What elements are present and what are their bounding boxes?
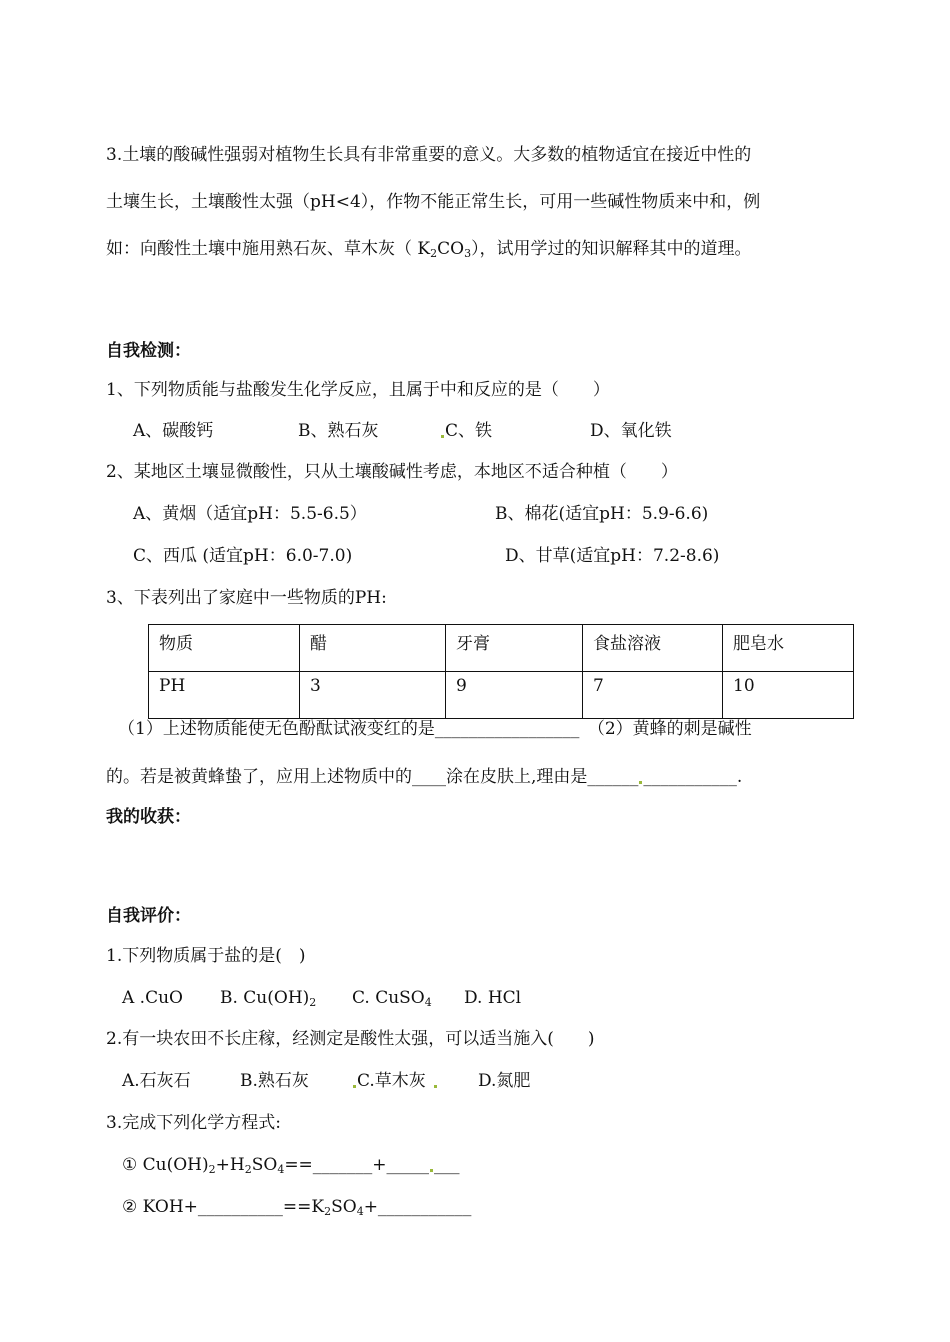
q3-intro-line1: 3.土壤的酸碱性强弱对植物生长具有非常重要的意义。大多数的植物适宜在接近中性的 (106, 145, 752, 165)
self-check-q3: 3、下表列出了家庭中一些物质的PH: (106, 588, 387, 608)
eval-q1-option-a: A .CuO (122, 988, 183, 1008)
q1-option-b: B、熟石灰 (298, 421, 379, 441)
subscript: 2 (208, 1163, 216, 1176)
self-eval-heading: 自我评价： (106, 906, 191, 926)
text: +H (215, 1155, 245, 1175)
subscript: 4 (277, 1163, 285, 1176)
subscript: 2 (309, 996, 317, 1009)
text: ），试用学过的知识解释其中的道理。 (471, 239, 752, 259)
subscript: 3 (464, 247, 472, 260)
text: ① Cu(OH) (122, 1155, 209, 1175)
table-cell: 7 (583, 672, 723, 719)
text: CO (437, 239, 465, 259)
mark-dot (639, 781, 642, 784)
eval-q1-option-d: D. HCl (464, 988, 522, 1008)
table-cell: 物质 (149, 625, 300, 672)
table-cell: 3 (300, 672, 446, 719)
mark-dot (430, 1169, 433, 1172)
subscript: 2 (324, 1205, 332, 1218)
text: ② KOH+__________==K (122, 1197, 325, 1217)
subscript: 4 (356, 1205, 364, 1218)
harvest-heading: 我的收获： (106, 807, 191, 827)
table-cell: 9 (446, 672, 583, 719)
q2-option-c: C、西瓜 (适宜pH：6.0-7.0) (133, 546, 353, 566)
mark-dot (441, 435, 444, 438)
self-eval-q1: 1.下列物质属于盐的是( ) (106, 946, 306, 966)
q2-option-d: D、甘草(适宜pH：7.2-8.6) (505, 546, 720, 566)
equation-1 (122, 1154, 460, 1181)
table-cell: 肥皂水 (723, 625, 854, 672)
text: 如：向酸性土壤中施用熟石灰、草木灰（ K (106, 239, 431, 259)
text: ___ (434, 1155, 460, 1175)
subscript: 4 (424, 996, 432, 1009)
eval-q1-option-c (352, 987, 432, 1014)
mark-dot (353, 1085, 356, 1088)
q3-intro-line3 (106, 238, 752, 265)
text: SO (331, 1197, 357, 1217)
table-cell: 食盐溶液 (583, 625, 723, 672)
text: 的。若是被黄蜂蛰了，应用上述物质中的____涂在皮肤上,理由是______ (106, 767, 639, 787)
text: C、铁 (445, 421, 493, 441)
table-header-row (149, 625, 854, 672)
subscript: 2 (244, 1163, 252, 1176)
q3-part2 (106, 766, 742, 788)
text: +___________ (363, 1197, 472, 1217)
eval-q2-option-a: A.石灰石 (122, 1071, 191, 1091)
q2-option-a: A、黄烟（适宜pH：5.5-6.5） (133, 504, 367, 524)
self-check-q2: 2、某地区土壤显微酸性，只从土壤酸碱性考虑，本地区不适合种植（ ） (106, 462, 678, 482)
table-cell: PH (149, 672, 300, 719)
self-eval-q3: 3.完成下列化学方程式: (106, 1113, 281, 1133)
q1-option-a: A、碳酸钙 (133, 421, 214, 441)
eval-q2-option-d: D.氮肥 (478, 1071, 531, 1091)
eval-q2-option-c (352, 1070, 438, 1092)
self-check-q1: 1、下列物质能与盐酸发生化学反应，且属于中和反应的是（ ） (106, 380, 610, 400)
self-check-heading: 自我检测： (106, 341, 191, 361)
mark-dot (434, 1085, 437, 1088)
subscript: 2 (430, 247, 438, 260)
table-cell: 10 (723, 672, 854, 719)
table-cell: 牙膏 (446, 625, 583, 672)
equation-2 (122, 1196, 471, 1223)
eval-q1-option-b (220, 987, 316, 1014)
text: ==_______+_____ (284, 1155, 430, 1175)
q3-part1: （1）上述物质能使无色酚酞试液变红的是_________________ （2）黄蜂的刺是碱性 (118, 719, 752, 739)
q1-option-d: D、氧化铁 (590, 421, 672, 441)
self-eval-q2: 2.有一块农田不长庄稼，经测定是酸性太强，可以适当施入( ) (106, 1029, 595, 1049)
text: B. Cu(OH) (220, 988, 310, 1008)
q3-intro-line2: 土壤生长，土壤酸性太强（pH<4），作物不能正常生长，可用一些碱性物质来中和，例 (106, 192, 761, 212)
text: SO (251, 1155, 278, 1175)
text: ___________. (643, 767, 743, 787)
ph-table (148, 624, 854, 719)
q2-option-b: B、棉花(适宜pH：5.9-6.6) (495, 504, 709, 524)
text: C. CuSO (352, 988, 425, 1008)
table-cell: 醋 (300, 625, 446, 672)
eval-q2-option-b: B.熟石灰 (240, 1071, 309, 1091)
table-row (149, 672, 854, 719)
text: C.草木灰 (357, 1071, 426, 1091)
q1-option-c (440, 420, 492, 442)
